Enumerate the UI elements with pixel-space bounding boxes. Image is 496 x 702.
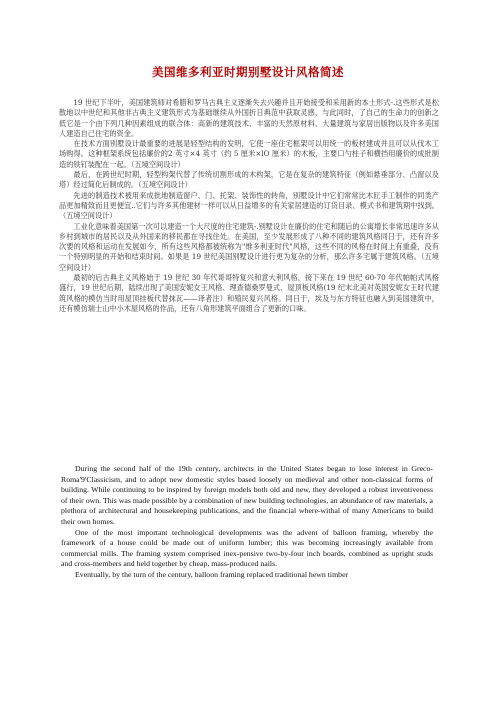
en-paragraph: One of the most important technological developments was the advent of balloon framing, whereby the framework of a house could be made out of uniform lumber; this was becoming increasingly available from commercial mills. The framing system comprised inex-pensive two-by-four inch boards, combined as upright studs and cross-members and held together by cheap, mass-produced nails. [61, 527, 433, 569]
english-body [61, 464, 433, 581]
en-paragraph: During the second half of the 19th century, architects in the United States began to lose interest in Greco-Roma'9'Classicism, and to adopt new domestic styles based loosely on medieval and other non-classical forms of building. While continuing to be inspired by foreign models both old and new, they developed a robust inventiveness of their own. This was made possible by a combination of new building technologies, an abundance of raw materials, a plethora of architectural and housekeeping publications, and the financial where-withal of many Americans to build their own homes. [61, 464, 433, 526]
cn-paragraph: 先进的制造技术被用来成批地制造窗户、门、托架、装饰性的转角，别墅设计中它们常常比木匠手工制作的同类产品更加精致而且更便宜..它们与许多其他建材一样可以从日益增多的有关家居建造的订货目录、模式书和建筑期中找到。（五境空间设计） [59, 190, 439, 221]
cn-paragraph: 工业化意味着美国第一次可以建造一个大尺度的住宅建筑-.别墅设计在廉价的住宅和随后的公寓增长非常迅速许多从乡村到城市的居民以及从外国来的移民都在寻找住处。在美国，至少发展形成了八种不同的建筑风格同日于，还有许多次要的风格和运动在发展如今，所有这些风格都被统称为"维多利亚时代"风格，这些不同的风格在时间上有重叠，没有一个特别明显的开始和结束时间。如果是 19 世纪美国别墅设计进行更为复杂的分析，那么许多宅属于建筑风格。（五境空间设计） [59, 221, 439, 272]
chinese-body [59, 98, 439, 314]
cn-paragraph: 在技术方面别墅设计最重要的进展是轻型结构的发明，它使一座住宅框架可以用统一的板材建成并且可以从伐木工场购得。这种框架系统包括廉价的2 英寸×4 英寸（约 5 厘米×lO 厘米）的木板，主要口勺柱子和横挡用廉价的成批制造的铁钉装配在一起。（五境空间设计） [59, 139, 439, 169]
cn-paragraph: 最后，在跨世纪时期，轻型构架代替了传统切割形成的木构架，它是在复杂的建筑特征（例如悬垂部分、凸窗以及塔）经过简化后制成的。（五境空间设计） [59, 170, 439, 190]
page-title: 美国维多利亚时期别墅设计风格简述 [152, 65, 344, 79]
en-paragraph: Eventually, by the turn of the century, balloon framing replaced traditional hewn timber [75, 569, 349, 579]
cn-paragraph: 最初的后古典主义风格始于 19 世纪 30 年代哥哥特复兴和意大利风格，接下来在 19 世纪 60-70 年代帕帕式风格盛行，19 世纪后期，陆续出现了美国安妮女王风格、理查德桑罗曼式、屋顶板风格(19 纪末北美对英国安妮女王时代建筑风格的模仿当时用屋顶挂板代替抹瓦——译者注）和殖民复兴风格。同日于，埃及与东方特征也融入到美国建筑中，还有模仿瑞士山中小木屋风格的作品，还有八角形建筑平面组合了更新的口味。 [59, 273, 439, 313]
cn-paragraph: 19 世纪下半叶，美国建筑师对希腊和罗马古典主义逐渐失去兴趣并且开始接受和采用新的本土形式-.这些形式是松散地以中世纪和其他非古典主义建筑形式为基础继续从外国折日典范中获取灵感，与此同时，了自己的生命力的创新之低它是一个由下列几种因素组成的联合体：高新的建筑技术、丰富的天然原材料、大量建筑与家居出版物以及许多美国人建造自己住宅的资金。 [59, 98, 439, 138]
